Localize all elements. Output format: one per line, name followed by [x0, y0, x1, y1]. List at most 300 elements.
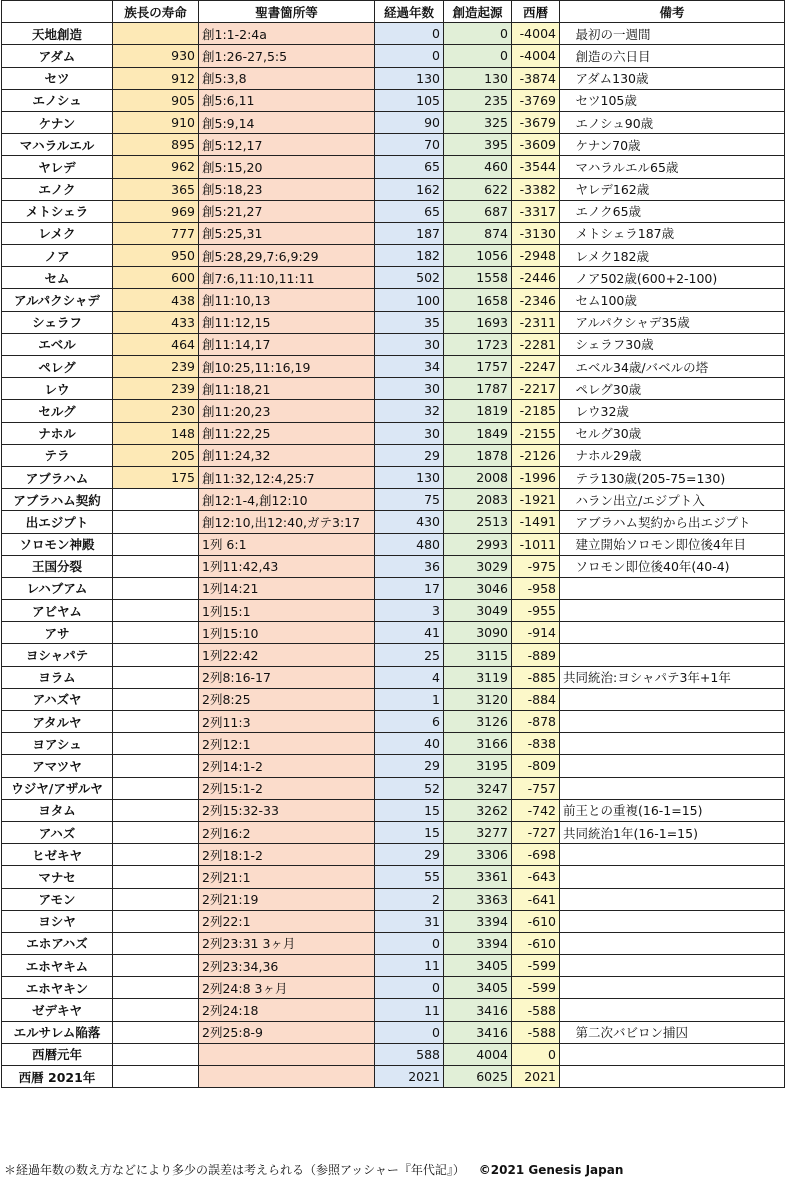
row-name: シェラフ: [2, 311, 113, 333]
note-cell: 前王との重複(16-1=15): [560, 799, 785, 821]
note-cell: エノク65歳: [560, 200, 785, 222]
lifespan-cell: [113, 555, 199, 577]
scripture-cell: 創5:3,8: [199, 67, 375, 89]
lifespan-cell: 239: [113, 356, 199, 378]
row-name: アハズ: [2, 821, 113, 843]
elapsed-cell: 36: [375, 555, 444, 577]
lifespan-cell: 950: [113, 245, 199, 267]
scripture-cell: 1列22:42: [199, 644, 375, 666]
ad-year-cell: -2281: [512, 333, 560, 355]
lifespan-cell: 969: [113, 200, 199, 222]
ad-year-cell: -838: [512, 733, 560, 755]
note-cell: [560, 755, 785, 777]
elapsed-cell: 162: [375, 178, 444, 200]
row-name: エルサレム陥落: [2, 1021, 113, 1043]
row-name: アマツヤ: [2, 755, 113, 777]
elapsed-cell: 65: [375, 156, 444, 178]
creation-cell: 2513: [444, 511, 512, 533]
scripture-cell: 創11:18,21: [199, 378, 375, 400]
table-row: [2, 89, 785, 111]
row-name: ヨシヤ: [2, 910, 113, 932]
elapsed-cell: 100: [375, 289, 444, 311]
note-cell: エベル34歳/バベルの塔: [560, 356, 785, 378]
table-row: [2, 444, 785, 466]
ad-year-cell: -3544: [512, 156, 560, 178]
chronology-table: [1, 0, 785, 1088]
row-name: マナセ: [2, 866, 113, 888]
lifespan-cell: 930: [113, 45, 199, 67]
note-cell: [560, 910, 785, 932]
creation-cell: 1658: [444, 289, 512, 311]
lifespan-cell: [113, 489, 199, 511]
scripture-cell: 1列15:1: [199, 600, 375, 622]
ad-year-cell: -889: [512, 644, 560, 666]
ad-year-cell: -610: [512, 932, 560, 954]
elapsed-cell: 480: [375, 533, 444, 555]
ad-year-cell: -742: [512, 799, 560, 821]
table-row: [2, 910, 785, 932]
creation-cell: 0: [444, 23, 512, 45]
table-row: [2, 844, 785, 866]
row-name: 出エジプト: [2, 511, 113, 533]
scripture-cell: 創5:21,27: [199, 200, 375, 222]
table-row: [2, 23, 785, 45]
elapsed-cell: 17: [375, 577, 444, 599]
lifespan-cell: [113, 1066, 199, 1088]
lifespan-cell: [113, 23, 199, 45]
ad-year-cell: -1996: [512, 466, 560, 488]
ad-year-cell: -2126: [512, 444, 560, 466]
elapsed-cell: 3: [375, 600, 444, 622]
scripture-cell: 創5:18,23: [199, 178, 375, 200]
note-cell: [560, 1043, 785, 1065]
lifespan-cell: 438: [113, 289, 199, 311]
row-name: テラ: [2, 444, 113, 466]
scripture-cell: 2列15:32-33: [199, 799, 375, 821]
scripture-cell: 創11:12,15: [199, 311, 375, 333]
row-name: 王国分裂: [2, 555, 113, 577]
scripture-cell: 2列23:31 3ヶ月: [199, 932, 375, 954]
note-cell: 共同統治:ヨシャパテ3年+1年: [560, 666, 785, 688]
table-row: [2, 378, 785, 400]
lifespan-cell: [113, 910, 199, 932]
elapsed-cell: 32: [375, 400, 444, 422]
note-cell: 第二次バビロン捕囚: [560, 1021, 785, 1043]
creation-cell: 3195: [444, 755, 512, 777]
note-cell: ハラン出立/エジプト入: [560, 489, 785, 511]
creation-cell: 2993: [444, 533, 512, 555]
scripture-cell: 2列22:1: [199, 910, 375, 932]
table-row: [2, 1021, 785, 1043]
table-row: [2, 777, 785, 799]
creation-cell: 3306: [444, 844, 512, 866]
elapsed-cell: 29: [375, 444, 444, 466]
scripture-cell: 2列18:1-2: [199, 844, 375, 866]
scripture-cell: 創5:9,14: [199, 111, 375, 133]
creation-cell: 3247: [444, 777, 512, 799]
scripture-cell: [199, 1066, 375, 1088]
lifespan-cell: 148: [113, 422, 199, 444]
elapsed-cell: 0: [375, 1021, 444, 1043]
row-name: ウジヤ/アザルヤ: [2, 777, 113, 799]
scripture-cell: 創11:32,12:4,25:7: [199, 466, 375, 488]
row-name: 西暦 2021年: [2, 1066, 113, 1088]
creation-cell: 2083: [444, 489, 512, 511]
ad-year-cell: -1011: [512, 533, 560, 555]
creation-cell: 3416: [444, 999, 512, 1021]
elapsed-cell: 40: [375, 733, 444, 755]
scripture-cell: [199, 1043, 375, 1065]
note-cell: [560, 844, 785, 866]
row-name: ナホル: [2, 422, 113, 444]
scripture-cell: 創12:1-4,創12:10: [199, 489, 375, 511]
elapsed-cell: 30: [375, 422, 444, 444]
row-name: アブラハム契約: [2, 489, 113, 511]
ad-year-cell: -958: [512, 577, 560, 599]
note-cell: [560, 932, 785, 954]
creation-cell: 4004: [444, 1043, 512, 1065]
creation-cell: 687: [444, 200, 512, 222]
table-row: [2, 688, 785, 710]
ad-year-cell: -885: [512, 666, 560, 688]
scripture-cell: 創5:12,17: [199, 134, 375, 156]
table-row: [2, 356, 785, 378]
row-name: ヤレデ: [2, 156, 113, 178]
note-cell: エノシュ90歳: [560, 111, 785, 133]
ad-year-cell: -3130: [512, 222, 560, 244]
creation-cell: 3166: [444, 733, 512, 755]
note-cell: ヤレデ162歳: [560, 178, 785, 200]
elapsed-cell: 588: [375, 1043, 444, 1065]
row-name: ヨシャパテ: [2, 644, 113, 666]
row-name: エホヤキム: [2, 955, 113, 977]
ad-year-cell: -2155: [512, 422, 560, 444]
table-row: [2, 955, 785, 977]
scripture-cell: 創5:28,29,7:6,9:29: [199, 245, 375, 267]
table-row: [2, 755, 785, 777]
note-cell: ペレグ30歳: [560, 378, 785, 400]
row-name: レメク: [2, 222, 113, 244]
header-creation: 創造起源: [444, 1, 512, 23]
scripture-cell: 創5:6,11: [199, 89, 375, 111]
scripture-cell: 2列8:25: [199, 688, 375, 710]
creation-cell: 2008: [444, 466, 512, 488]
row-name: レウ: [2, 378, 113, 400]
ad-year-cell: -2446: [512, 267, 560, 289]
elapsed-cell: 502: [375, 267, 444, 289]
table-row: [2, 733, 785, 755]
ad-year-cell: -1921: [512, 489, 560, 511]
scripture-cell: 2列21:1: [199, 866, 375, 888]
ad-year-cell: -757: [512, 777, 560, 799]
scripture-cell: 創7:6,11:10,11:11: [199, 267, 375, 289]
scripture-cell: 2列11:3: [199, 711, 375, 733]
creation-cell: 3363: [444, 888, 512, 910]
elapsed-cell: 35: [375, 311, 444, 333]
note-cell: [560, 977, 785, 999]
creation-cell: 1849: [444, 422, 512, 444]
ad-year-cell: -3609: [512, 134, 560, 156]
note-cell: レメク182歳: [560, 245, 785, 267]
table-row: [2, 866, 785, 888]
scripture-cell: 2列24:18: [199, 999, 375, 1021]
scripture-cell: 創11:22,25: [199, 422, 375, 444]
note-cell: ノア502歳(600+2-100): [560, 267, 785, 289]
lifespan-cell: 230: [113, 400, 199, 422]
lifespan-cell: 777: [113, 222, 199, 244]
creation-cell: 3126: [444, 711, 512, 733]
scripture-cell: 1列15:10: [199, 622, 375, 644]
table-row: [2, 666, 785, 688]
creation-cell: 395: [444, 134, 512, 156]
table-row: [2, 489, 785, 511]
scripture-cell: 創11:10,13: [199, 289, 375, 311]
lifespan-cell: [113, 755, 199, 777]
ad-year-cell: -2948: [512, 245, 560, 267]
scripture-cell: 創10:25,11:16,19: [199, 356, 375, 378]
scripture-cell: 創5:25,31: [199, 222, 375, 244]
note-cell: アブラハム契約から出エジプト: [560, 511, 785, 533]
table-row: [2, 45, 785, 67]
lifespan-cell: [113, 577, 199, 599]
table-row: [2, 932, 785, 954]
creation-cell: 1878: [444, 444, 512, 466]
row-name: ゼデキヤ: [2, 999, 113, 1021]
note-cell: [560, 688, 785, 710]
note-cell: ナホル29歳: [560, 444, 785, 466]
note-cell: [560, 600, 785, 622]
ad-year-cell: -3679: [512, 111, 560, 133]
row-name: アハズヤ: [2, 688, 113, 710]
elapsed-cell: 0: [375, 977, 444, 999]
note-cell: [560, 888, 785, 910]
row-name: エベル: [2, 333, 113, 355]
elapsed-cell: 0: [375, 45, 444, 67]
ad-year-cell: 0: [512, 1043, 560, 1065]
creation-cell: 325: [444, 111, 512, 133]
note-cell: アダム130歳: [560, 67, 785, 89]
note-cell: セツ105歳: [560, 89, 785, 111]
scripture-cell: 創1:1-2:4a: [199, 23, 375, 45]
lifespan-cell: [113, 733, 199, 755]
lifespan-cell: 175: [113, 466, 199, 488]
creation-cell: 3120: [444, 688, 512, 710]
elapsed-cell: 130: [375, 466, 444, 488]
note-cell: 最初の一週間: [560, 23, 785, 45]
note-cell: ケナン70歳: [560, 134, 785, 156]
ad-year-cell: -2346: [512, 289, 560, 311]
row-name: エホアハズ: [2, 932, 113, 954]
scripture-cell: 2列15:1-2: [199, 777, 375, 799]
table-row: [2, 267, 785, 289]
row-name: ペレグ: [2, 356, 113, 378]
table-row: [2, 333, 785, 355]
table-row: [2, 622, 785, 644]
ad-year-cell: -588: [512, 1021, 560, 1043]
lifespan-cell: [113, 511, 199, 533]
note-cell: セム100歳: [560, 289, 785, 311]
elapsed-cell: 187: [375, 222, 444, 244]
creation-cell: 3046: [444, 577, 512, 599]
table-row: [2, 178, 785, 200]
ad-year-cell: -4004: [512, 23, 560, 45]
note-cell: [560, 999, 785, 1021]
elapsed-cell: 4: [375, 666, 444, 688]
creation-cell: 3090: [444, 622, 512, 644]
row-name: 西暦元年: [2, 1043, 113, 1065]
note-cell: [560, 866, 785, 888]
creation-cell: 3416: [444, 1021, 512, 1043]
ad-year-cell: -2311: [512, 311, 560, 333]
creation-cell: 1787: [444, 378, 512, 400]
ad-year-cell: -3769: [512, 89, 560, 111]
ad-year-cell: -3317: [512, 200, 560, 222]
elapsed-cell: 2: [375, 888, 444, 910]
table-row: [2, 1066, 785, 1088]
row-name: 天地創造: [2, 23, 113, 45]
lifespan-cell: 205: [113, 444, 199, 466]
elapsed-cell: 52: [375, 777, 444, 799]
table-row: [2, 1043, 785, 1065]
table-row: [2, 600, 785, 622]
elapsed-cell: 0: [375, 23, 444, 45]
scripture-cell: 1列11:42,43: [199, 555, 375, 577]
ad-year-cell: -698: [512, 844, 560, 866]
note-cell: [560, 777, 785, 799]
creation-cell: 1819: [444, 400, 512, 422]
table-row: [2, 977, 785, 999]
elapsed-cell: 55: [375, 866, 444, 888]
row-name: マハラルエル: [2, 134, 113, 156]
row-name: セルグ: [2, 400, 113, 422]
row-name: エホヤキン: [2, 977, 113, 999]
elapsed-cell: 1: [375, 688, 444, 710]
lifespan-cell: [113, 821, 199, 843]
elapsed-cell: 0: [375, 932, 444, 954]
table-row: [2, 511, 785, 533]
creation-cell: 1757: [444, 356, 512, 378]
elapsed-cell: 2021: [375, 1066, 444, 1088]
creation-cell: 3115: [444, 644, 512, 666]
lifespan-cell: 365: [113, 178, 199, 200]
table-row: [2, 555, 785, 577]
creation-cell: 1056: [444, 245, 512, 267]
elapsed-cell: 6: [375, 711, 444, 733]
lifespan-cell: [113, 688, 199, 710]
scripture-cell: 1列 6:1: [199, 533, 375, 555]
creation-cell: 0: [444, 45, 512, 67]
row-name: アルパクシャデ: [2, 289, 113, 311]
row-name: セツ: [2, 67, 113, 89]
elapsed-cell: 90: [375, 111, 444, 133]
lifespan-cell: [113, 711, 199, 733]
table-row: [2, 999, 785, 1021]
row-name: ヨアシュ: [2, 733, 113, 755]
elapsed-cell: 75: [375, 489, 444, 511]
elapsed-cell: 105: [375, 89, 444, 111]
creation-cell: 3405: [444, 977, 512, 999]
table-row: [2, 311, 785, 333]
lifespan-cell: 895: [113, 134, 199, 156]
lifespan-cell: [113, 644, 199, 666]
note-cell: [560, 577, 785, 599]
creation-cell: 3405: [444, 955, 512, 977]
row-name: セム: [2, 267, 113, 289]
table-row: [2, 289, 785, 311]
note-cell: テラ130歳(205-75=130): [560, 466, 785, 488]
note-cell: 建立開始ソロモン即位後4年目: [560, 533, 785, 555]
note-cell: 共同統治1年(16-1=15): [560, 821, 785, 843]
elapsed-cell: 34: [375, 356, 444, 378]
table-row: [2, 134, 785, 156]
table-row: [2, 111, 785, 133]
elapsed-cell: 15: [375, 821, 444, 843]
ad-year-cell: -599: [512, 955, 560, 977]
elapsed-cell: 29: [375, 844, 444, 866]
note-cell: 創造の六日目: [560, 45, 785, 67]
ad-year-cell: -3382: [512, 178, 560, 200]
lifespan-cell: [113, 799, 199, 821]
row-name: エノシュ: [2, 89, 113, 111]
creation-cell: 1693: [444, 311, 512, 333]
lifespan-cell: [113, 777, 199, 799]
table-row: [2, 466, 785, 488]
row-name: ケナン: [2, 111, 113, 133]
scripture-cell: 2列14:1-2: [199, 755, 375, 777]
note-cell: メトシェラ187歳: [560, 222, 785, 244]
creation-cell: 3361: [444, 866, 512, 888]
table-row: [2, 67, 785, 89]
row-name: アサ: [2, 622, 113, 644]
table-row: [2, 799, 785, 821]
header-notes: 備考: [560, 1, 785, 23]
elapsed-cell: 30: [375, 378, 444, 400]
creation-cell: 130: [444, 67, 512, 89]
creation-cell: 3262: [444, 799, 512, 821]
creation-cell: 3394: [444, 932, 512, 954]
header-elapsed: 経過年数: [375, 1, 444, 23]
elapsed-cell: 25: [375, 644, 444, 666]
row-name: アブラハム: [2, 466, 113, 488]
table-row: [2, 888, 785, 910]
lifespan-cell: [113, 1043, 199, 1065]
ad-year-cell: -914: [512, 622, 560, 644]
elapsed-cell: 182: [375, 245, 444, 267]
elapsed-cell: 130: [375, 67, 444, 89]
row-name: アビヤム: [2, 600, 113, 622]
scripture-cell: 創11:24,32: [199, 444, 375, 466]
creation-cell: 3394: [444, 910, 512, 932]
row-name: ヒゼキヤ: [2, 844, 113, 866]
table-row: [2, 821, 785, 843]
table-row: [2, 200, 785, 222]
creation-cell: 622: [444, 178, 512, 200]
lifespan-cell: 910: [113, 111, 199, 133]
creation-cell: 3029: [444, 555, 512, 577]
footer: [4, 1161, 623, 1178]
scripture-cell: 創11:14,17: [199, 333, 375, 355]
footer-note: ＊経過年数の数え方などにより多少の誤差は考えられる（参照アッシャー『年代記』）: [4, 1163, 465, 1177]
ad-year-cell: -975: [512, 555, 560, 577]
ad-year-cell: -1491: [512, 511, 560, 533]
note-cell: マハラルエル65歳: [560, 156, 785, 178]
elapsed-cell: 65: [375, 200, 444, 222]
lifespan-cell: 905: [113, 89, 199, 111]
lifespan-cell: [113, 844, 199, 866]
note-cell: アルパクシャデ35歳: [560, 311, 785, 333]
elapsed-cell: 15: [375, 799, 444, 821]
table-row: [2, 156, 785, 178]
